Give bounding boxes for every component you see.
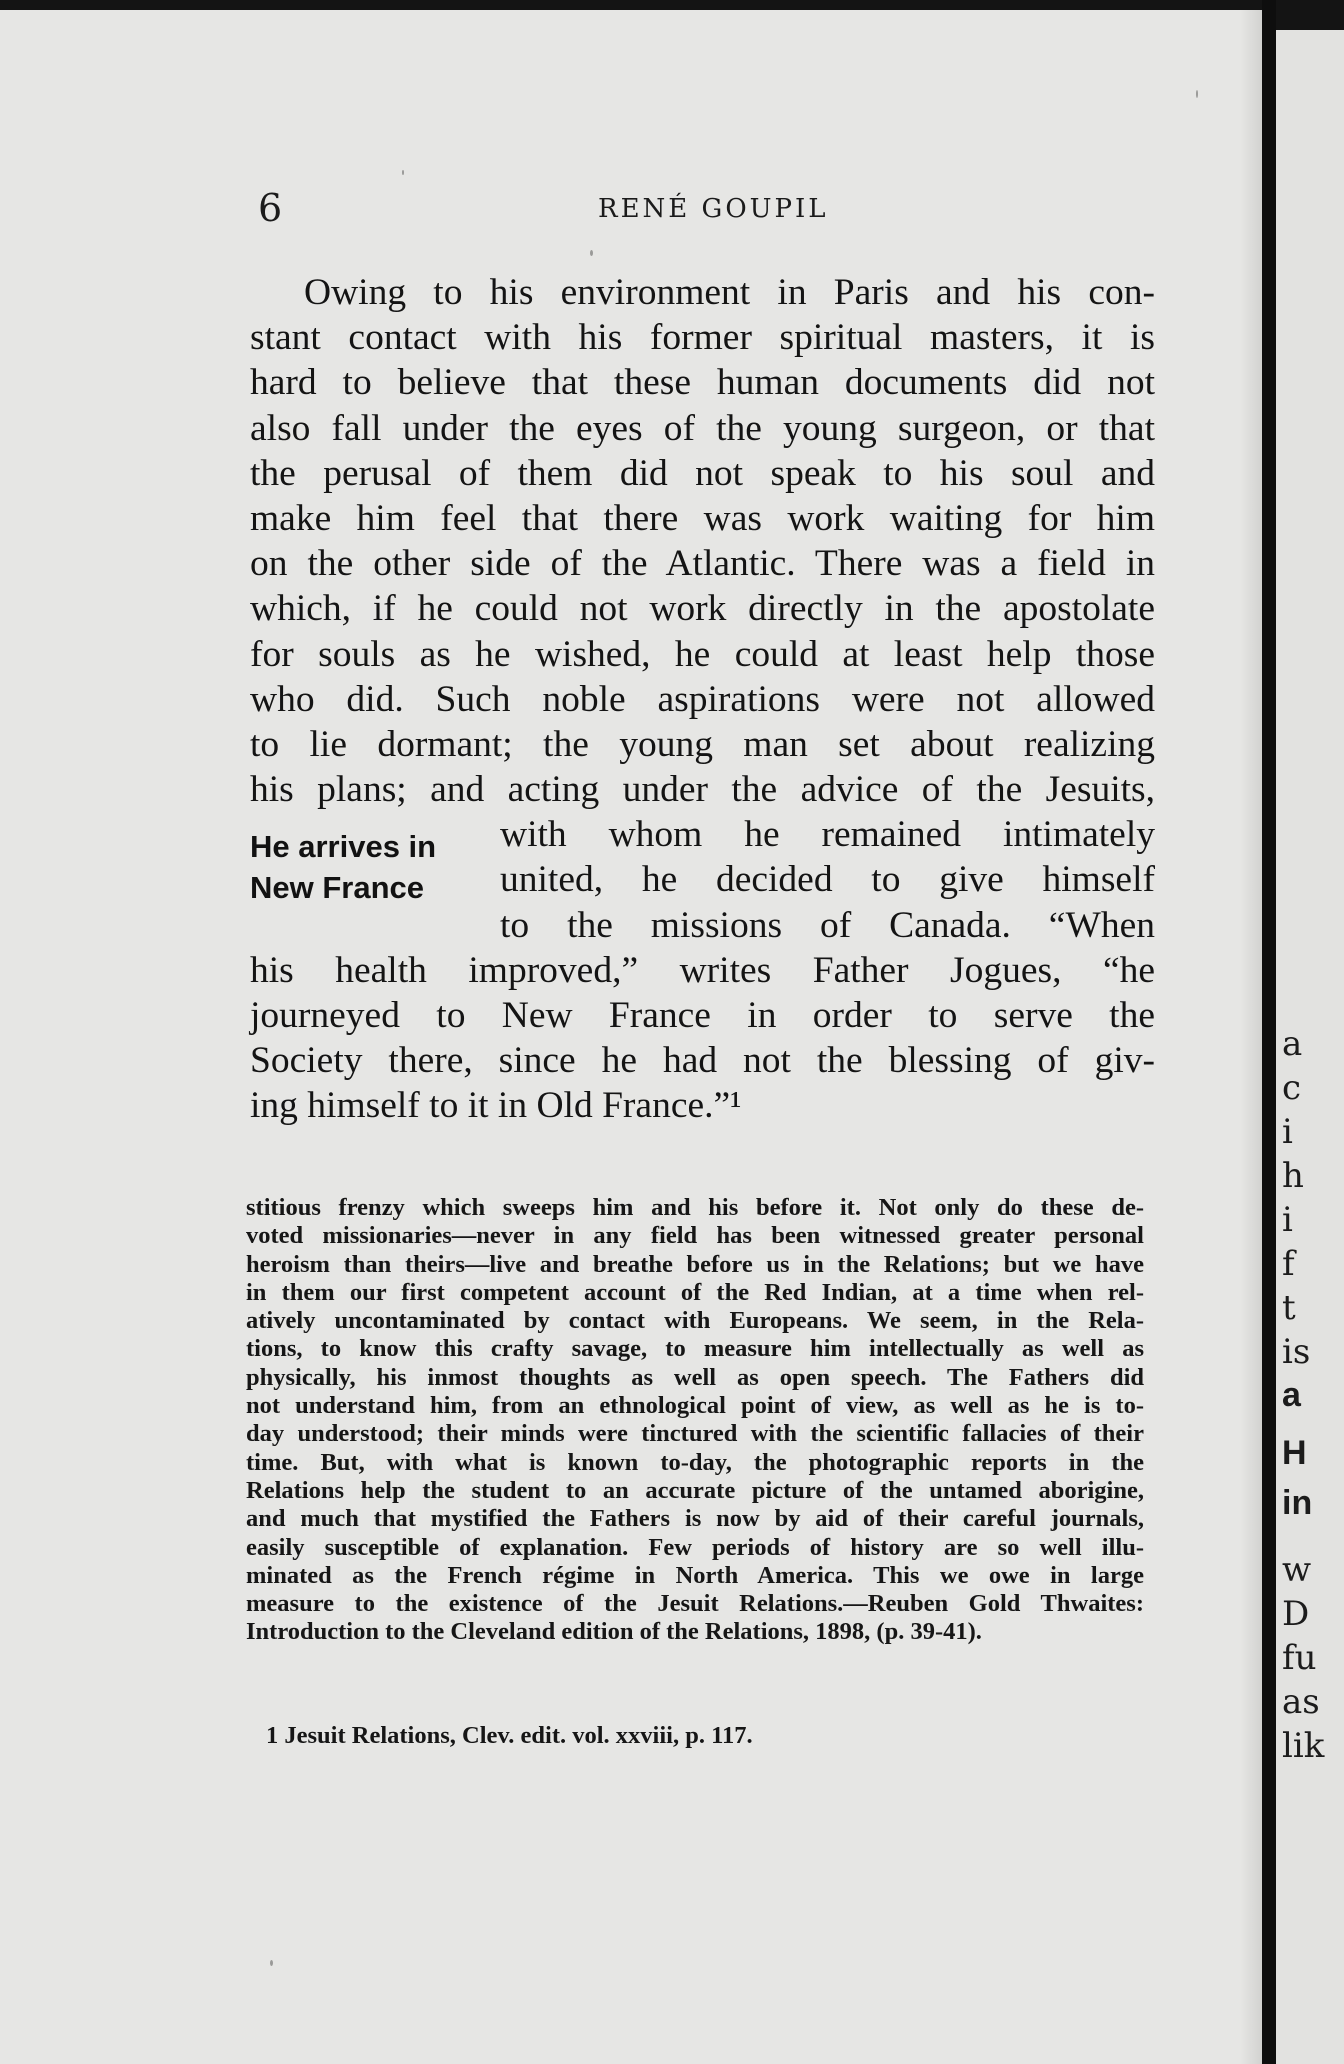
body-line: also fall under the eyes of the young surgeon, or that [250,407,1155,449]
body-line: ing himself to it in Old France.”¹ [250,1085,742,1127]
footnote-line: Introduction to the Cleveland edition of the Relations, 1898, (p. 39-41). [246,1618,982,1646]
paper-speck [590,250,593,256]
footnote-continuation [246,1194,1144,1647]
running-title: RENÉ GOUPIL [598,194,829,224]
next-page-fragment: lik [1282,1726,1325,1766]
body-line: make him feel that there was work waiting for him [250,497,1155,539]
body-line: for souls as he wished, he could at least help those [250,633,1155,675]
body-line: who did. Such noble aspirations were not allowed [250,678,1155,720]
side-note-block [250,812,1155,948]
body-line: journeyed to New France in order to serve the [250,995,1155,1036]
running-head [258,186,1158,236]
body-line: to the missions of Canada. “When [500,904,1155,946]
footnote-line: measure to the existence of the Jesuit Relations.—Reuben Gold Thwaites: [246,1590,1144,1618]
side-note-line: New France [250,870,425,906]
footnote-line: easily susceptible of explanation. Few periods of history are so well illu- [246,1533,1144,1561]
body-line: his plans; and acting under the advice of the Jesuits, [250,769,1155,811]
body-line: united, he decided to give himself [500,859,1155,901]
footnote-line: tions, to know this crafty savage, to measure him intellectually as well as [246,1335,1144,1363]
footnote-line: not understand him, from an ethnological point of view, as well as he is to- [246,1392,1144,1420]
body-line: to lie dormant; the young man set about realizing [250,723,1155,765]
next-page-fragment: as [1282,1682,1320,1722]
next-page-fragment: a [1282,1024,1303,1064]
footnote-line: minated as the French régime in North America. This we owe in large [246,1561,1144,1589]
footnote-line: day understood; their minds were tinctured with the scientific fallacies of their [246,1420,1144,1448]
body-line: hard to believe that these human documents did not [250,362,1155,404]
body-line: his health improved,” writes Father Jogues, “he [250,949,1155,991]
footnote-line: time. But, with what is known to-day, the photographic reports in the [246,1448,1144,1476]
body-line: which, if he could not work directly in the apostolate [250,588,1155,630]
footnote-line: atively uncontaminated by contact with Europeans. We seem, in the Rela- [246,1307,1144,1335]
body-line: the perusal of them did not speak to his soul and [250,452,1155,494]
footnote-line: stitious frenzy which sweeps him and his before it. Not only do these de- [246,1194,1144,1221]
footnote-line: Relations help the student to an accurate picture of the untamed aborigine, [246,1476,1144,1504]
footnote-line: in them our first competent account of the Red Indian, at a time when rel- [246,1278,1144,1306]
book-gutter [1262,0,1276,2064]
paper-speck [1196,90,1198,98]
body-line: Owing to his environment in Paris and his con- [304,272,1155,313]
next-page-fragment: H [1282,1434,1307,1472]
next-page-fragment: fu [1282,1638,1317,1678]
footnote-reference: 1 Jesuit Relations, Clev. edit. vol. xxviii, p. 117. [266,1722,753,1749]
next-page-fragment: in [1282,1484,1313,1522]
paper-speck [402,170,404,175]
next-page-edge [1276,30,1344,2064]
next-page-fragment: is [1282,1332,1311,1372]
footnote-line: voted missionaries—never in any field has been witnessed greater personal [246,1222,1144,1250]
body-line: with whom he remained intimately [500,814,1155,856]
paper-speck [270,1960,273,1966]
next-page-fragment: i [1282,1200,1293,1240]
side-note-text [500,812,1155,948]
body-line: Society there, since he had not the blessing of giv- [250,1040,1155,1082]
next-page-fragment: c [1282,1068,1302,1108]
body-line: on the other side of the Atlantic. There was a field in [250,543,1155,585]
footnote-line: and much that mystified the Fathers is now by aid of their careful journals, [246,1505,1144,1533]
next-page-fragment: a [1282,1376,1301,1414]
next-page-fragment: D [1282,1594,1310,1634]
next-page-fragment: h [1282,1156,1304,1196]
next-page-fragment: t [1282,1288,1296,1328]
next-page-fragment: w [1282,1550,1312,1590]
side-note-line: He arrives in [250,829,437,865]
footnote-line: physically, his inmost thoughts as well as open speech. The Fathers did [246,1363,1144,1391]
margin-side-note [250,812,500,908]
next-page-fragment: f [1282,1244,1295,1284]
body-paragraph [250,270,1155,1129]
body-line: stant contact with his former spiritual masters, it is [250,317,1155,359]
page-number: 6 [258,186,283,230]
next-page-fragment: i [1282,1112,1293,1152]
footnote-line: heroism than theirs—live and breathe before us in the Relations; but we have [246,1250,1144,1278]
